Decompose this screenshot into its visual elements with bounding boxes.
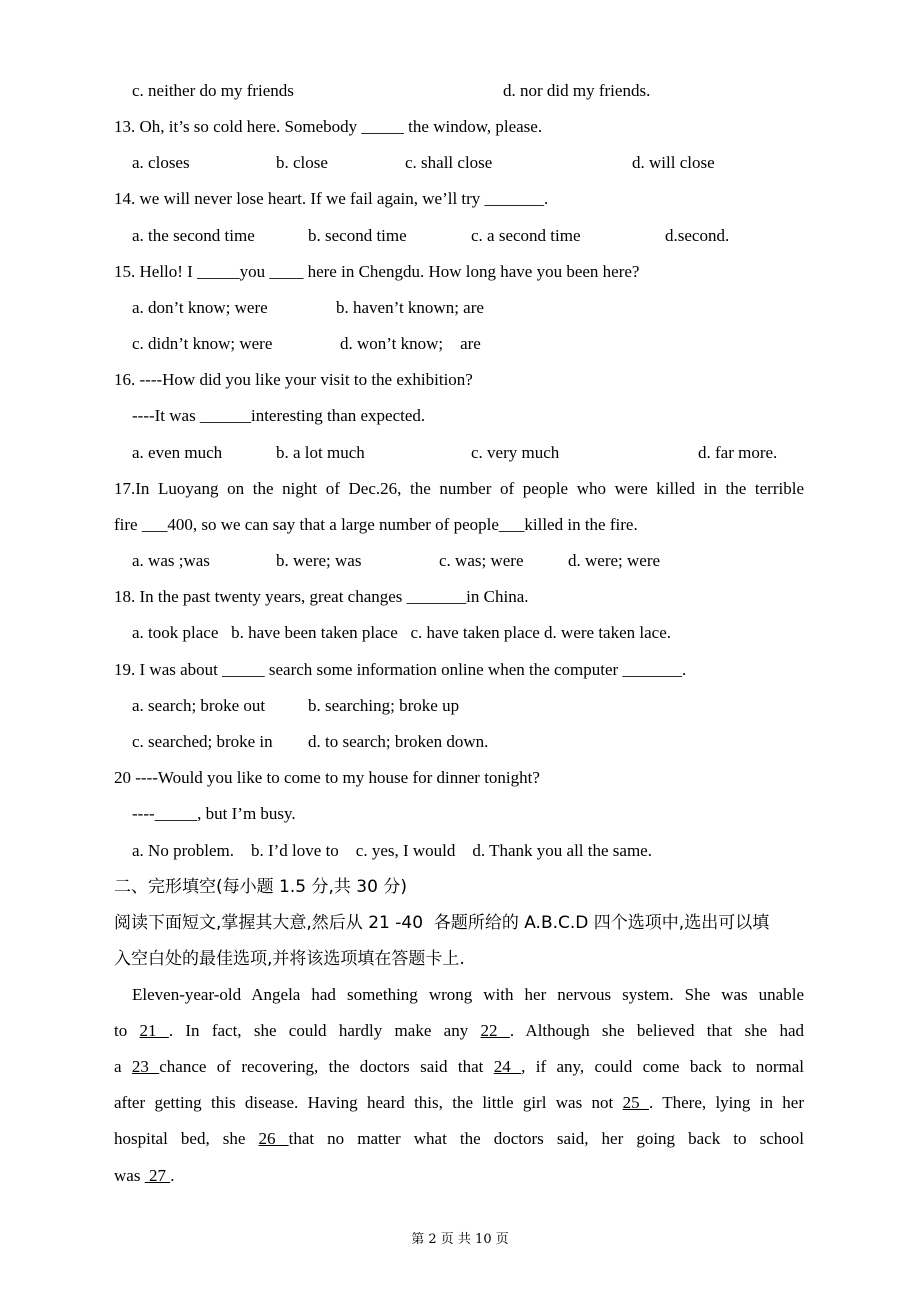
q16-option-d: d. far more. [698,443,778,462]
passage-text: after getting this disease. Having heard this, the little girl was not [114,1093,614,1112]
passage-text: that no matter what the doctors said, her going back to school [288,1129,804,1148]
passage-text: . [170,1166,175,1185]
passage-text: was [114,1166,141,1185]
q13-option-a: a. closes [132,153,190,172]
section-instructions-line2: 入空白处的最佳选项,并将该选项填在答题卡上. [114,949,465,969]
q14-option-a: a. the second time [132,226,255,245]
q14-option-d: d.second. [665,226,730,245]
q19-option-b: b. searching; broke up [308,696,460,715]
q14-option-c: c. a second time [471,226,581,245]
q16-stem: 16. ----How did you like your visit to the exhibition? [114,370,473,389]
q19-option-c: c. searched; broke in [132,732,273,751]
q13-option-c: c. shall close [405,153,493,172]
passage-text: . There, lying in her [648,1093,805,1112]
passage-text: a [114,1057,122,1076]
blank-23: 23 [131,1057,160,1076]
passage-line-5 [114,1129,804,1149]
q15-option-c: c. didn’t know; were [132,334,273,353]
q17-option-c: c. was; were [439,551,524,570]
q14-stem: 14. we will never lose heart. If we fail again, we’ll try _______. [114,189,549,208]
q13-option-b: b. close [276,153,328,172]
blank-26: 26 [258,1129,289,1148]
q13-option-d: d. will close [632,153,715,172]
passage-text: , if any, could come back to normal [521,1057,804,1076]
passage-line-1: Eleven-year-old Angela had something wrong with her nervous system. She was unable [132,985,804,1004]
passage-line-4 [114,1093,804,1113]
q15-option-a: a. don’t know; were [132,298,268,317]
q17-option-b: b. were; was [276,551,362,570]
q17-stem-line2: fire ___400, so we can say that a large number of people___killed in the fire. [114,515,638,534]
q13-stem: 13. Oh, it’s so cold here. Somebody _____ the window, please. [114,117,543,136]
q15-option-d: d. won’t know; are [340,334,481,353]
q17-option-d: d. were; were [568,551,661,570]
q14-option-b: b. second time [308,226,407,245]
q16-option-a: a. even much [132,443,223,462]
q20-reply: ----_____, but I’m busy. [132,804,296,823]
passage-text: . In fact, she could hardly make any [168,1021,469,1040]
blank-24: 24 [493,1057,522,1076]
q19-option-d: d. to search; broken down. [308,732,489,751]
blank-25: 25 [622,1093,649,1112]
blank-21: 21 [139,1021,169,1040]
q18-stem: 18. In the past twenty years, great changes _______in China. [114,587,529,606]
passage-text: to [114,1021,128,1040]
passage-text: . Although she believed that she had [509,1021,805,1040]
section-heading: 二、完形填空(每小题 1.5 分,共 30 分) [114,877,407,897]
q16-option-c: c. very much [471,443,560,462]
blank-27: 27 [144,1166,171,1185]
q15-stem: 15. Hello! I _____you ____ here in Chengdu. How long have you been here? [114,262,640,281]
q17-option-a: a. was ;was [132,551,210,570]
q12-option-c: c. neither do my friends [132,81,294,100]
q15-option-b: b. haven’t known; are [336,298,484,317]
page-number-footer: 第 2 页 共 10 页 [411,1232,509,1247]
q18-options: a. took place b. have been taken place c. have taken place d. were taken lace. [132,623,671,642]
passage-line-2 [114,1021,804,1041]
q20-stem: 20 ----Would you like to come to my house for dinner tonight? [114,768,540,787]
q12-option-d: d. nor did my friends. [503,81,651,100]
passage-text: chance of recovering, the doctors said that [159,1057,484,1076]
q16-reply: ----It was ______interesting than expected. [132,406,426,425]
passage-line-6 [114,1166,174,1186]
q19-stem: 19. I was about _____ search some information online when the computer _______. [114,660,687,679]
section-instructions-line1: 阅读下面短文,掌握其大意,然后从 21 -40 各题所给的 A.B.C.D 四个选项中,选出可以填 [114,913,770,933]
q19-option-a: a. search; broke out [132,696,266,715]
q17-stem-line1: 17.In Luoyang on the night of Dec.26, the number of people who were killed in the terrible [114,479,804,498]
blank-22: 22 [480,1021,510,1040]
q16-option-b: b. a lot much [276,443,365,462]
q20-options: a. No problem. b. I’d love to c. yes, I would d. Thank you all the same. [132,841,652,860]
passage-line-3 [114,1057,804,1077]
passage-text: hospital bed, she [114,1129,246,1148]
